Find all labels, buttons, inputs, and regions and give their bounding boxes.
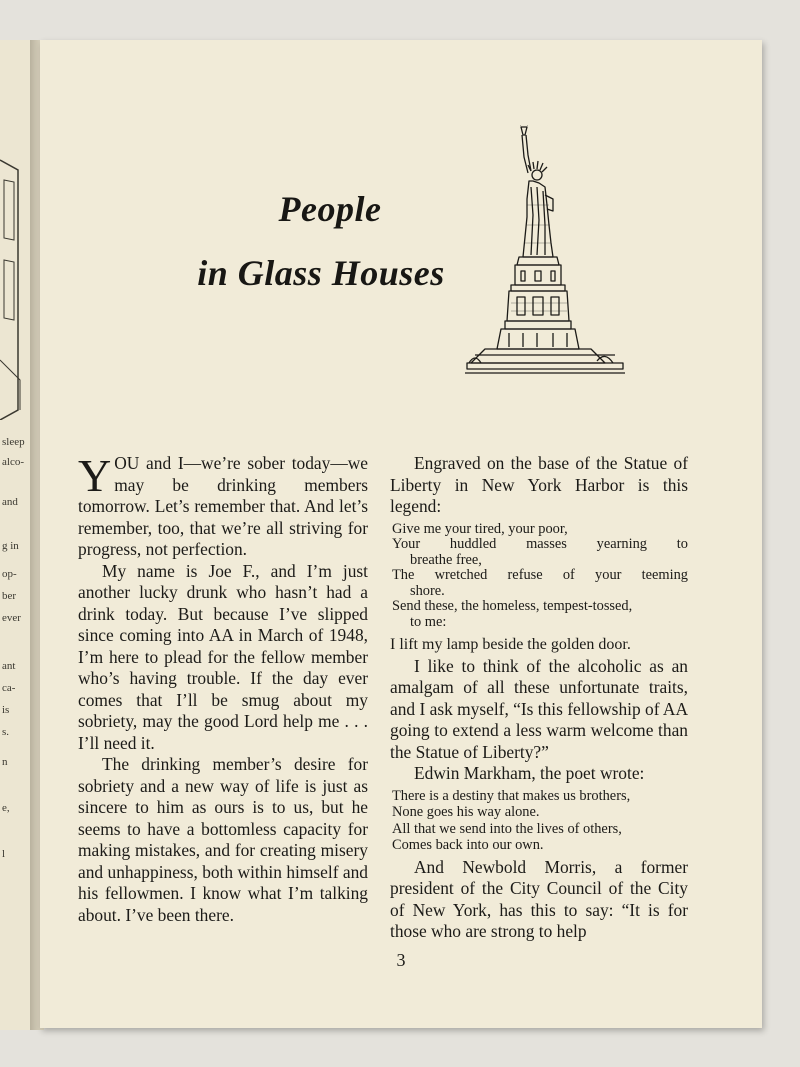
paragraph [78, 450, 368, 561]
poem-line: The wretched refuse of your teeming [392, 567, 688, 583]
poem-line: Comes back into our own. [392, 837, 544, 853]
poem-line: Send these, the homeless, tempest-tossed, [392, 598, 633, 614]
prev-page-fragment: g in [2, 540, 19, 552]
poem-last-line: I lift my lamp beside the golden door. [390, 636, 631, 653]
prev-page-fragment: s. [2, 726, 10, 738]
prev-page-fragment: and [2, 496, 18, 508]
poem-line: There is a destiny that makes us brothers, [392, 787, 631, 804]
prev-page-fragment: l [2, 848, 6, 860]
poem-line: Your huddled masses yearning to [392, 536, 688, 552]
poem-line: shore. [410, 582, 445, 599]
booklet-page [40, 40, 762, 1028]
prev-page-fragment: ca- [2, 682, 16, 694]
prev-page-fragment: op- [2, 568, 17, 580]
prev-page-fragment: sleep [2, 436, 25, 448]
poem-line: breathe free, [410, 551, 482, 568]
prev-page-fragment: is [2, 704, 10, 716]
paragraph: Engraved on the base of the Statue of Liberty in New York Harbor is this legend: [390, 453, 688, 516]
poem-quote [390, 522, 688, 631]
poem-line: to me: [410, 613, 447, 630]
left-column [78, 450, 368, 926]
title-line-2: in Glass Houses [197, 253, 445, 293]
poem-line: Give me your tired, your poor, [392, 520, 568, 537]
prev-page-fragment: n [2, 756, 8, 768]
prev-page-fragment: ber [2, 590, 17, 602]
statue-of-liberty-illustration [465, 125, 625, 380]
paragraph: I like to think of the alcoholic as an amalgam of all these unfortunate traits, and I ask myself, “Is this fellowship of AA going to extend a less warm welcome than the Statue of Liberty?” [390, 655, 689, 762]
paragraph-text: OU and I—we’re sober today—we may be drinking members tomorrow. Let’s remember that. And let’s remember, too, that we’re all striving for progress, not perfection. [78, 453, 368, 559]
paragraph: The drinking member’s desire for sobriety and a new way of life is just as sincere to him as ours is to us, but he seems to have a bottomless capacity for making mistakes, and for creating misery and unhappiness, both within himself and his fellowmen. I know what I’m talking about. I’ve been there. [78, 754, 368, 925]
previous-page-edge [0, 40, 31, 1030]
drop-cap: Y [78, 450, 112, 501]
poem-quote [390, 788, 688, 854]
paragraph: My name is Joe F., and I’m just another lucky drunk who hasn’t had a drink today. But because I’ve slipped since coming into AA in March of 1948, I’m here to plead for the fellow member who’s having trouble. If the day ever comes that I’ll be smug about my sobriety, may the good Lord help me . . . I’ll need it. [78, 560, 368, 753]
page-number: 3 [396, 950, 406, 970]
prev-page-fragment: alco- [2, 456, 24, 468]
poem-line: None goes his way alone. [392, 804, 540, 820]
poem-line: All that we send into the lives of others, [392, 820, 622, 837]
title-line-1: People [278, 189, 382, 229]
right-column [390, 453, 688, 943]
prev-page-fragment: e, [2, 802, 10, 814]
paragraph: And Newbold Morris, a former president of the City Council of the City of New York, has this to say: “It is for those who are strong to help [390, 856, 688, 941]
prev-page-fragment: ever [2, 612, 21, 624]
paragraph: Edwin Markham, the poet wrote: [414, 763, 645, 783]
prev-page-fragment: ant [2, 660, 16, 672]
